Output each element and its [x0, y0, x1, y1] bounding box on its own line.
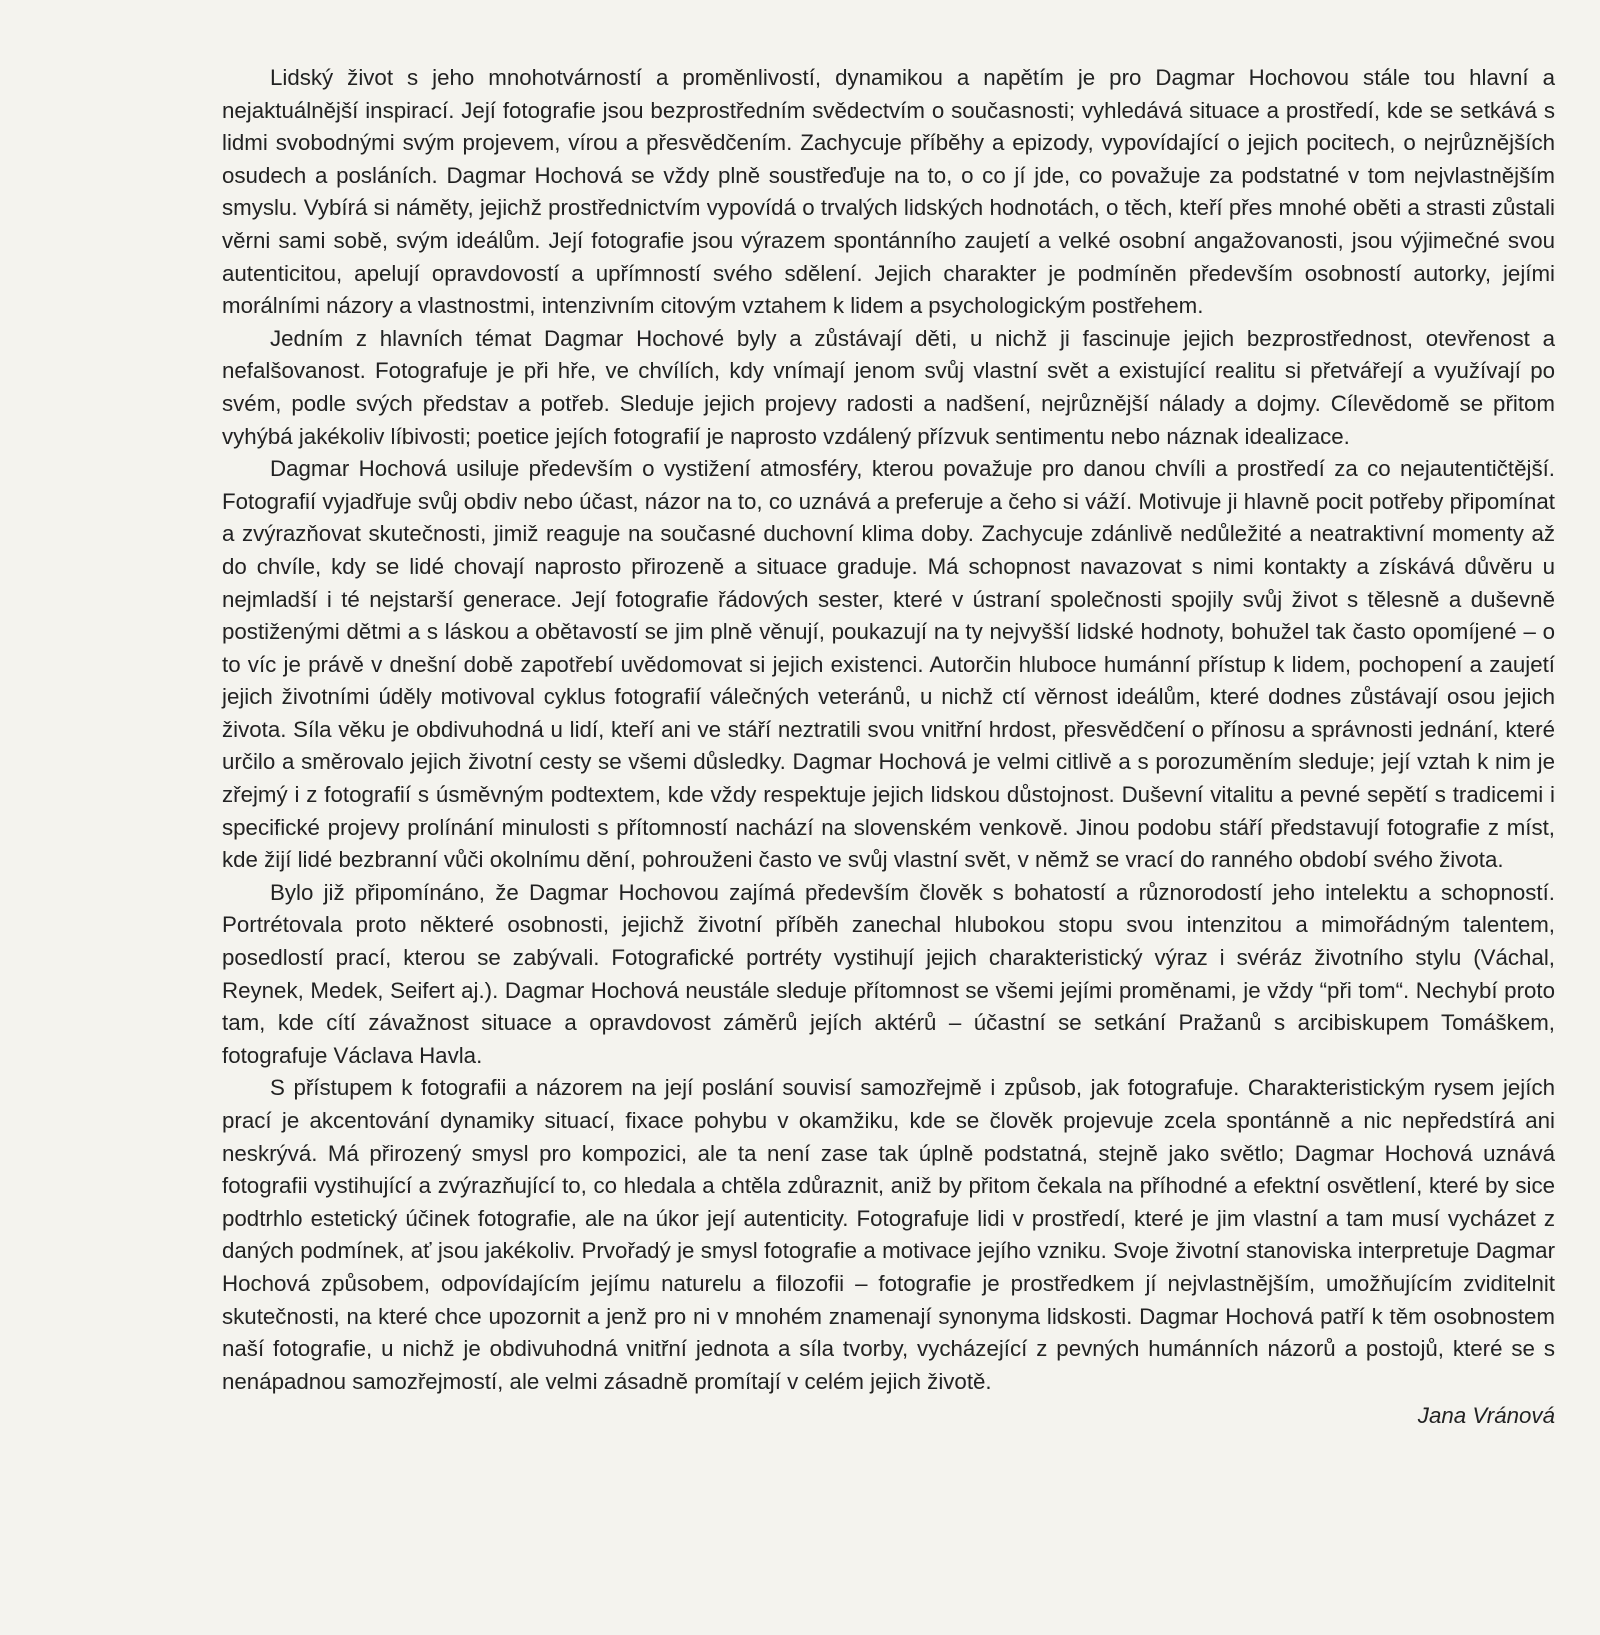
- paragraph-5: S přístupem k fotografii a názorem na její poslání souvisí samozřejmě i způsob, jak fotografuje. Charakteristickým rysem jejích prací je akcentování dynamiky situací, fixace pohybu v okamžiku, kde se člověk projevuje zcela spontánně a nic nepředstírá ani neskrývá. Má přirozený smysl pro kompozici, ale ta není zase tak úplně podstatná, stejně jako světlo; Dagmar Hochová uznává fotografii vystihující a zvýrazňující to, co hledala a chtěla zdůraznit, aniž by přitom čekala na příhodné a efektní osvětlení, které by sice podtrhlo estetický účinek fotografie, ale na úkor její autenticity. Fotografuje lidi v prostředí, které je jim vlastní a tam musí vycházet z daných podmínek, ať jsou jakékoliv. Prvořadý je smysl fotografie a motivace jejího vzniku. Svoje životní stanoviska interpretuje Dagmar Hochová způsobem, odpovídajícím jejímu naturelu a filozofii – fotografie je prostředkem jí nejvlastnějším, umožňujícím zviditelnit skutečnosti, na které chce upozornit a jenž pro ni v mnohém znamenají synonyma lidskosti. Dagmar Hochová patří k těm osobnostem naší fotografie, u nichž je obdivuhodná vnitřní jednota a síla tvorby, vycházející z pevných humánních názorů a postojů, které se s nenápadnou samozřejmostí, ale velmi zásadně promítají v celém jejich životě.: [222, 1075, 1555, 1394]
- article-body: [222, 62, 1555, 1433]
- author-signature: Jana Vránová: [1417, 1403, 1555, 1429]
- paragraph-4: Bylo již připomínáno, že Dagmar Hochovou zajímá především člověk s bohatostí a různorodostí jeho intelektu a schopností. Portrétovala proto některé osobnosti, jejichž životní příběh zanechal hlubokou stopu svou intenzitou a mimořádným talentem, posedlostí prací, kterou se zabývali. Fotografické portréty vystihují jejich charakteristický výraz i svéráz životního stylu (Váchal, Reynek, Medek, Seifert aj.). Dagmar Hochová neustále sleduje přítomnost se všemi jejími proměnami, je vždy “při tom“. Nechybí proto tam, kde cítí závažnost situace a opravdovost záměrů jejích aktérů – účastní se setkání Pražanů s arcibiskupem Tomáškem, fotografuje Václava Havla.: [222, 879, 1555, 1068]
- paragraph-2: Jedním z hlavních témat Dagmar Hochové byly a zůstávají děti, u nichž ji fascinuje jejich bezprostřednost, otevřenost a nefalšovanost. Fotografuje je při hře, ve chvílích, kdy vnímají jenom svůj vlastní svět a existující realitu si přetvářejí a využívají po svém, podle svých představ a potřeb. Sleduje jejich projevy radosti a nadšení, nejrůznější nálady a dojmy. Cílevědomě se přitom vyhýbá jakékoliv líbivosti; poetice jejích fotografií je naprosto vzdálený přízvuk sentimentu nebo náznak idealizace.: [222, 325, 1555, 449]
- paragraph-1: Lidský život s jeho mnohotvárností a proměnlivostí, dynamikou a napětím je pro Dagmar Hochovou stále tou hlavní a nejaktuálnější inspirací. Její fotografie jsou bezprostředním svědectvím o současnosti; vyhledává situace a prostředí, kde se setkává s lidmi svobodnými svým projevem, vírou a přesvědčením. Zachycuje příběhy a epizody, vypovídající o jejich pocitech, o nejrůznějších osudech a posláních. Dagmar Hochová se vždy plně soustřeďuje na to, o co jí jde, co považuje za podstatné v tom nejvlastnějším smyslu. Vybírá si náměty, jejichž prostřednictvím vypovídá o trvalých lidských hodnotách, o těch, kteří přes mnohé oběti a strasti zůstali věrni sami sobě, svým ideálům. Její fotografie jsou výrazem spontánního zaujetí a velké osobní angažovanosti, jsou výjimečné svou autenticitou, apelují opravdovostí a upřímností svého sdělení. Jejich charakter je podmíněn především osobností autorky, jejími morálními názory a vlastnostmi, intenzivním citovým vztahem k lidem a psychologickým postřehem.: [222, 65, 1555, 319]
- paragraph-3: Dagmar Hochová usiluje především o vystižení atmosféry, kterou považuje pro danou chvíli a prostředí za co nejautentičtější. Fotografií vyjadřuje svůj obdiv nebo účast, názor na to, co uznává a preferuje a čeho si váží. Motivuje ji hlavně pocit potřeby připomínat a zvýrazňovat skutečnosti, jimiž reaguje na současné duchovní klima doby. Zachycuje zdánlivě nedůležité a neatraktivní momenty až do chvíle, kdy se lidé chovají naprosto přirozeně a situace graduje. Má schopnost navazovat s nimi kontakty a získává důvěru u nejmladší i té nejstarší generace. Její fotografie řádových sester, které v ústraní společnosti spojily svůj život s tělesně a duševně postiženými dětmi a s láskou a obětavostí se jim plně věnují, poukazují na ty nejvyšší lidské hodnoty, bohužel tak často opomíjené – o to víc je právě v dnešní době zapotřebí uvědomovat si jejich existenci. Autorčin hluboce humánní přístup k lidem, pochopení a zaujetí jejich životními úděly motivoval cyklus fotografií válečných veteránů, u nichž ctí věrnost ideálům, které dodnes zůstávají osou jejich života. Síla věku je obdivuhodná u lidí, kteří ani ve stáří neztratili svou vnitřní hrdost, přesvědčení o přínosu a správnosti jednání, které určilo a směrovalo jejich životní cesty se všemi důsledky. Dagmar Hochová je velmi citlivě a s porozuměním sleduje; její vztah k nim je zřejmý i z fotografií s úsměvným podtextem, kde vždy respektuje jejich lidskou důstojnost. Duševní vitalitu a pevné sepětí s tradicemi i specifické projevy prolínání minulosti s přítomností nachází na slovenském venkově. Jinou podobu stáří představují fotografie z míst, kde žijí lidé bezbranní vůči okolnímu dění, pohrouženi často ve svůj vlastní svět, v němž se vrací do ranného období svého života.: [222, 456, 1555, 873]
